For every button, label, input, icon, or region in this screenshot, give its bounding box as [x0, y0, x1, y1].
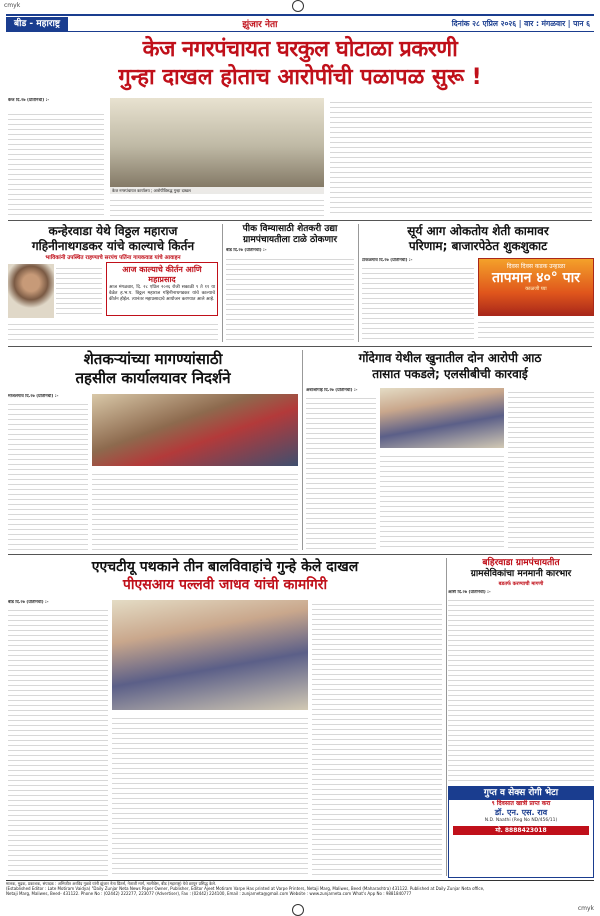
- murder-photo: [380, 388, 504, 448]
- divider: [302, 350, 303, 550]
- farmers-body-2: [92, 470, 298, 550]
- heat-ad-line1: दिवस दिवस कडक उन्हाळा: [506, 263, 566, 270]
- crop-byline: बीड दि.२७ (प्रतिनिधी) :-: [226, 248, 267, 253]
- vitthal-headline-1: कन्हेरवाडा येथे विठ्ठल महाराज: [48, 224, 178, 238]
- heat-ad: [478, 258, 594, 316]
- vitthal-headline-2: गहिनीनाथगडकर यांचे काल्याचे किर्तन: [31, 239, 195, 253]
- divider: [8, 346, 592, 347]
- murder-body-3: [508, 388, 594, 550]
- vitthal-box: [106, 262, 218, 316]
- doctor-ad-name: डॉ. एन. एस. राव: [494, 808, 548, 817]
- lead-headline-1: केज नगरपंचायत घरकुल घोटाळा प्रकरणी: [142, 37, 458, 62]
- vitthal-portrait: [8, 264, 54, 318]
- divider: [8, 554, 592, 555]
- murder-headline-1: गोंदेगाव येथील खुनातील दोन आरोपी आठ: [358, 351, 542, 365]
- aht-headline-1: एएचटीयू पथकाने तीन बालविवाहांचे गुन्हे केले दाखल: [91, 559, 359, 575]
- lead-photo-caption: केज नगरपंचायत कार्यालय ; आरोपींविरुद्ध गुन्हा दाखल: [110, 187, 324, 194]
- murder-byline: अंबाजोगाई दि.२७ (प्रतिनिधी) :-: [306, 388, 358, 393]
- lead-body-1: [8, 104, 104, 110]
- doctor-ad-heading: गुप्त व सेक्स रोगी भेटा: [449, 787, 593, 800]
- lead-photo: [110, 98, 324, 194]
- doctor-ad-qualification: N.D. Naathi (Reg No ND/456/11): [484, 818, 558, 823]
- gram-body: [448, 596, 594, 782]
- gram-headline-2: ग्रामसेविकांचा मनमानी कारभार: [470, 569, 572, 579]
- murder-headline-2: तासात पकडले; एलसीबीची कारवाई: [372, 367, 528, 381]
- gram-headline-1: बहिरवाडा ग्रामपंचायतीत: [482, 558, 560, 568]
- masthead: झुंजार नेता: [242, 20, 278, 30]
- vitthal-subhead: भाविकांनी उपस्थित राहण्याचे सरपंच पतिंना गायकवाड यांचे आवाहन: [45, 255, 181, 261]
- vitthal-body-1: [56, 264, 102, 318]
- doctor-ad-phone: मो. 8888423018: [453, 826, 589, 835]
- lead-body-right: [330, 98, 592, 216]
- section-tag: बीड - महाराष्ट्र: [6, 17, 68, 31]
- divider: [446, 558, 447, 876]
- divider: [8, 220, 592, 221]
- murder-body-2: [380, 452, 504, 550]
- lead-byline: केज दि.२७ (प्रतिनिधी) :-: [8, 98, 50, 103]
- page-footer: [6, 880, 594, 906]
- vitthal-box-text: आज मंगळवार, दि. २८ एप्रिल २०२६ रोजी सकाळी ९ ते ११ या वेळेत ह.भ.प. विठ्ठल महाराज गहिनीनाथगडकर यांचे काल्याचे कीर्तन होईल. त्यानंतर महाप्रसादाचे आयोजन करण्यात आले आहे.: [109, 285, 215, 302]
- lead-body-left: [8, 110, 104, 216]
- farmers-body-1: [8, 400, 88, 550]
- footer-line-2: (Established Editor : Late Motiram Vaidya) "Daily Zunjar Neta News Paper Owner, Publisher, Editor Ajeet Motiram Varpe Has printed at Varpe Printers, Netaji Marg, Maliwes, Beed (Maharashtra) 431122. Published at Daily Zunjar Neta office,: [6, 886, 485, 891]
- fire-body-2: [478, 318, 594, 342]
- fire-headline-1: सूर्य आग ओकतोय शेती कामावर: [407, 224, 549, 238]
- fire-headline-2: परिणाम; बाजारपेठेत शुकशुकाट: [408, 239, 548, 253]
- doctor-ad-sub: ९ दिवसात खात्री प्राप्त करा: [491, 800, 551, 807]
- footer-line-1: मालक, मुद्रक, प्रकाशक, संपादक : अभिजीत अरविंद गुळवे यांनी झुंजार नेता प्रिंटर्स, नेताजी मार्ग, मालीवेस, बीड (महाराष्ट्र) येथे छापून प्रसिद्ध केले.: [6, 881, 217, 886]
- crop-headline-1: पीक विम्यासाठी शेतकरी उद्या: [242, 224, 338, 234]
- page-header: [6, 14, 594, 32]
- registration-mark-top: [292, 0, 304, 12]
- farmers-photo: [92, 394, 298, 466]
- murder-body-1: [306, 394, 376, 550]
- aht-body-3: [312, 600, 442, 876]
- fire-byline: टाकळगाव दि.२७ (प्रतिनिधी) :-: [362, 258, 413, 263]
- aht-body-1: [8, 606, 108, 876]
- divider: [222, 224, 223, 342]
- aht-byline: बीड दि.२७ (प्रतिनिधी) :-: [8, 600, 49, 605]
- divider: [358, 224, 359, 342]
- crop-body: [226, 255, 354, 342]
- footer-line-3: Netaji Marg, Maliwes, Beed- 431122. Phone No : (02442) 222277, 223077 (Advertiser), Fax : (02442) 224100, Email : zunjarneta@gmail.com Website : www.zunjarneta.com What's App No : 9881840777: [6, 891, 412, 896]
- aht-body-2: [112, 714, 308, 876]
- doctor-ad: [448, 786, 594, 878]
- farmers-headline-1: शेतकऱ्यांच्या मागण्यांसाठी: [83, 350, 223, 368]
- dateline: दिनांक २८ एप्रिल २०२६ | वार : मंगळवार | पान ६: [451, 18, 590, 28]
- aht-headline-2: पीएसआय पल्लवी जाधव यांची कामगिरी: [122, 577, 328, 593]
- gram-subhead: बडतर्फ करण्याची मागणी: [498, 581, 544, 587]
- crop-mark-bottom: cmyk: [577, 905, 594, 912]
- farmers-headline-2: तहसील कार्यालयावर निदर्शने: [75, 369, 231, 387]
- vitthal-box-heading: आज काल्याचे कीर्तन आणि महाप्रसाद: [122, 265, 202, 284]
- lead-body-under-photo: [110, 196, 324, 216]
- aht-photo: [112, 600, 308, 710]
- crop-headline-2: ग्रामपंचायतीला टाळे ठोकणार: [242, 235, 338, 245]
- lead-headline-2: गुन्हा दाखल होताच आरोपींची पळापळ सुरू !: [118, 65, 482, 90]
- crop-mark-top: cmyk: [4, 2, 21, 9]
- farmers-byline: माजलगाव दि.२७ (प्रतिनिधी) :-: [8, 394, 59, 399]
- heat-ad-line2: तापमान ४०° पार: [492, 270, 580, 286]
- fire-body: [362, 264, 474, 342]
- gram-byline: आष्टी दि.२७ (प्रतिनिधी) :-: [448, 590, 491, 595]
- vitthal-body-2: [8, 320, 218, 342]
- heat-ad-line3: काळजी घ्या: [525, 286, 547, 292]
